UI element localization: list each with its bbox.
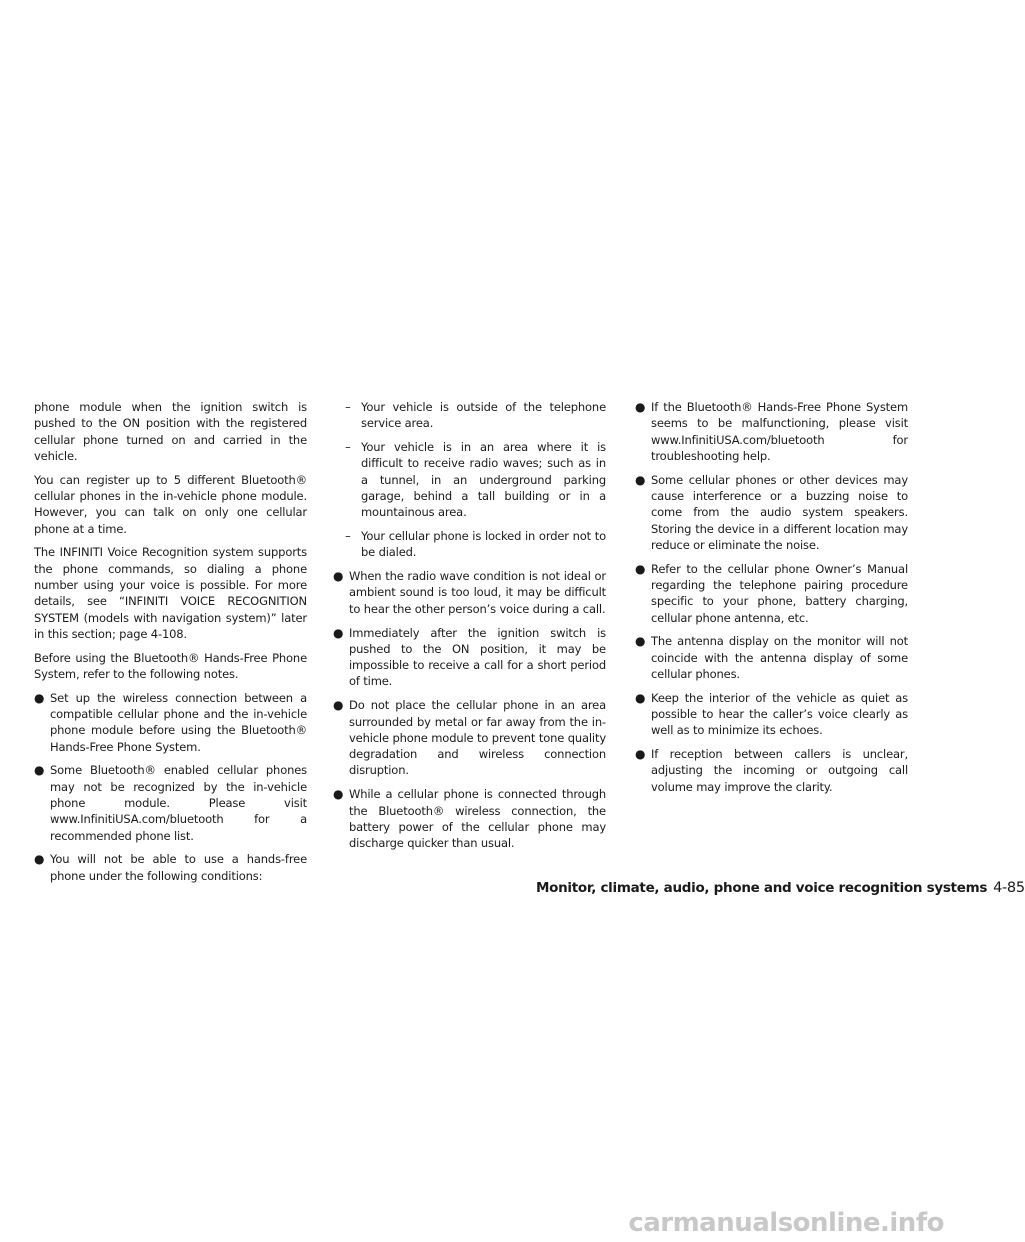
bullet-icon: ● bbox=[34, 690, 45, 705]
bullet-text: Immediately after the ignition switch is pushed to the ON position, it may be impossible to receive a call for a short period of time. bbox=[349, 625, 606, 689]
bullet-text: If reception between callers is unclear, adjusting the incoming or outgoing call volume may improve the clarity. bbox=[651, 747, 908, 794]
bullet-icon: ● bbox=[34, 763, 45, 778]
text-column-1 bbox=[34, 399, 307, 892]
bullet-icon: ● bbox=[333, 569, 344, 584]
bullet-text: Refer to the cellular phone Owner’s Manual regarding the telephone pairing procedure specific to your phone, battery charging, cellular phone antenna, etc. bbox=[651, 561, 908, 625]
dash-icon: – bbox=[345, 529, 351, 544]
page-number: 4-85 bbox=[993, 880, 1025, 896]
watermark-text: carmanualsonline.info bbox=[628, 1208, 944, 1238]
bullet-item bbox=[635, 399, 908, 464]
bullet-icon: ● bbox=[635, 472, 646, 487]
dash-icon: – bbox=[345, 400, 351, 414]
paragraph: You can register up to 5 different Bluetooth® cellular phones in the in-vehicle phone module. However, you can talk on only one cellular phone at a time. bbox=[34, 472, 307, 536]
bullet-text: Keep the interior of the vehicle as quiet as possible to hear the caller’s voice clearly as well as to minimize its echoes. bbox=[651, 690, 908, 738]
bullet-item bbox=[34, 851, 307, 884]
bullet-item bbox=[333, 568, 606, 617]
bullet-item bbox=[333, 697, 606, 778]
bullet-icon: ● bbox=[635, 634, 646, 649]
bullet-icon: ● bbox=[333, 698, 344, 713]
bullet-icon: ● bbox=[635, 690, 646, 705]
bullet-item bbox=[635, 561, 908, 626]
bullet-item bbox=[333, 786, 606, 851]
bullet-text: The antenna display on the monitor will not coincide with the antenna display of some cellular phones. bbox=[651, 634, 908, 681]
bullet-item bbox=[635, 746, 908, 795]
dash-item bbox=[333, 528, 606, 561]
bullet-text: While a cellular phone is connected through the Bluetooth® wireless connection, the battery power of the cellular phone may discharge quicker than usual. bbox=[349, 787, 606, 851]
dash-icon: – bbox=[345, 440, 351, 455]
dash-text: Your vehicle is in an area where it is difficult to receive radio waves; such as in a tunnel, in an underground parking garage, behind a tall building or in a mountainous area. bbox=[361, 440, 606, 520]
bullet-item bbox=[635, 690, 908, 739]
text-column-2 bbox=[333, 399, 606, 859]
bullet-text: Some cellular phones or other devices may cause interference or a buzzing noise to come from the audio system speakers. Storing the device in a different location may reduce or eliminate the noise. bbox=[651, 472, 908, 552]
bullet-icon: ● bbox=[635, 561, 646, 576]
bullet-item bbox=[34, 690, 307, 755]
bullet-icon: ● bbox=[333, 625, 344, 640]
bullet-item bbox=[635, 633, 908, 682]
bullet-item bbox=[34, 762, 307, 843]
bullet-text: When the radio wave condition is not ideal or ambient sound is too loud, it may be difficult to hear the other person’s voice during a call. bbox=[349, 569, 606, 616]
dash-text: Your vehicle is outside of the telephone service area. bbox=[361, 400, 606, 431]
bullet-icon: ● bbox=[635, 400, 646, 414]
text-column-3 bbox=[635, 399, 908, 803]
bullet-item bbox=[333, 625, 606, 690]
dash-item bbox=[333, 399, 606, 432]
bullet-icon: ● bbox=[34, 852, 45, 867]
bullet-text: Some Bluetooth® enabled cellular phones may not be recognized by the in-vehicle phone module. Please visit www.InfinitiUSA.com/bluetooth for a recommended phone list. bbox=[50, 763, 307, 843]
bullet-text: If the Bluetooth® Hands-Free Phone System seems to be malfunctioning, please visit www.InfinitiUSA.com/bluetooth for troubleshooting help. bbox=[651, 400, 908, 463]
bullet-icon: ● bbox=[635, 747, 646, 762]
bullet-text: Set up the wireless connection between a compatible cellular phone and the in-vehicle phone module before using the Bluetooth® Hands-Free Phone System. bbox=[50, 690, 307, 754]
bullet-text: You will not be able to use a hands-free phone under the following conditions: bbox=[50, 852, 307, 883]
bullet-icon: ● bbox=[333, 787, 344, 802]
paragraph: The INFINITI Voice Recognition system supports the phone commands, so dialing a phone number using your voice is possible. For more details, see “INFINITI VOICE RECOGNITION SYSTEM (models with navigation system)” later in this section; page 4-108. bbox=[34, 545, 307, 641]
watermark bbox=[0, 1208, 960, 1242]
page-footer bbox=[536, 880, 1025, 896]
bullet-item bbox=[635, 472, 908, 553]
section-title: Monitor, climate, audio, phone and voice recognition systems bbox=[536, 880, 988, 896]
paragraph: phone module when the ignition switch is pushed to the ON position with the registered cellular phone turned on and carried in the vehicle. bbox=[34, 400, 307, 463]
dash-text: Your cellular phone is locked in order not to be dialed. bbox=[361, 529, 606, 560]
bullet-text: Do not place the cellular phone in an area surrounded by metal or far away from the in-vehicle phone module to prevent tone quality degradation and wireless connection disruption. bbox=[349, 698, 606, 778]
dash-item bbox=[333, 439, 606, 520]
paragraph: Before using the Bluetooth® Hands-Free Phone System, refer to the following notes. bbox=[34, 650, 307, 681]
